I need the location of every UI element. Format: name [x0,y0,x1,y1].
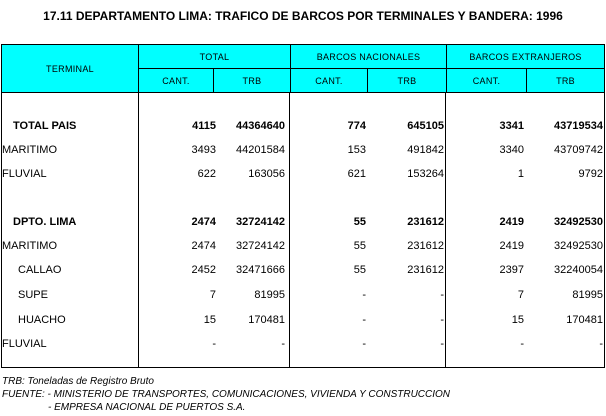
cell-nac-trb: 491842 [407,144,444,156]
table-row [0,338,606,352]
cell-ext-trb: 32492530 [554,216,603,228]
table-row [0,314,606,328]
cell-ext-cant: 3340 [499,144,524,156]
cell-total-trb: 44364640 [236,120,285,132]
table-row [0,168,606,182]
cell-total-trb: 163056 [248,168,285,180]
cell-total-trb: 32471666 [236,264,285,276]
table-row [0,264,606,278]
header-total-cant: CANT. [139,69,214,93]
cell-nac-trb: 231612 [407,264,444,276]
cell-total-trb: 32724142 [236,216,285,228]
cell-ext-cant: 3341 [499,120,524,132]
cell-nac-trb: 231612 [407,216,444,228]
row-label: MARITIMO [2,144,57,156]
cell-ext-cant: 2419 [499,240,524,252]
cell-ext-trb: 43719534 [554,120,603,132]
cell-ext-trb: 43709742 [554,144,603,156]
header-terminal: TERMINAL [2,45,139,93]
cell-total-trb: 32724142 [236,240,285,252]
row-label: SUPE [18,289,48,301]
cell-total-trb: - [281,338,285,350]
header-nac-trb: TRB [368,69,447,93]
header-total-trb: TRB [214,69,291,93]
row-label: MARITIMO [2,240,57,252]
row-label: FLUVIAL [2,168,47,180]
table-row [0,216,606,230]
cell-total-cant: 4115 [192,120,216,132]
table-row [0,240,606,254]
cell-nac-cant: - [362,338,366,350]
cell-ext-trb: 81995 [572,289,603,301]
header-total: TOTAL [139,45,291,69]
cell-total-cant: 3493 [191,144,216,156]
cell-total-cant: 7 [209,289,216,301]
row-label: HUACHO [18,314,66,326]
page-title: 17.11 DEPARTAMENTO LIMA: TRAFICO DE BARCOS POR TERMINALES Y BANDERA: 1996 [43,9,563,23]
cell-nac-cant: 55 [353,264,366,276]
row-label: TOTAL PAIS [13,120,77,132]
cell-ext-cant: - [520,338,524,350]
cell-total-trb: 81995 [254,289,285,301]
cell-total-cant: 2474 [191,240,216,252]
cell-ext-cant: 2397 [499,264,524,276]
cell-nac-cant: 774 [347,120,366,132]
cell-nac-cant: 621 [347,168,366,180]
header-ext-cant: CANT. [447,69,527,93]
table-header [1,44,605,93]
footnote-source-2: - EMPRESA NACIONAL DE PUERTOS S.A. [48,402,246,413]
cell-nac-trb: 153264 [407,168,444,180]
cell-ext-cant: 2419 [499,216,524,228]
header-nacionales: BARCOS NACIONALES [291,45,447,69]
cell-ext-trb: 32492530 [554,240,603,252]
cell-ext-cant: 15 [511,314,524,326]
cell-total-cant: 2452 [191,264,216,276]
header-ext-trb: TRB [527,69,605,93]
cell-nac-cant: 153 [347,144,366,156]
cell-nac-trb: - [440,289,444,301]
cell-ext-cant: 1 [517,168,524,180]
cell-ext-trb: 32240054 [554,264,603,276]
footnote-source: FUENTE: - MINISTERIO DE TRANSPORTES, COMUNICACIONES, VIVIENDA Y CONSTRUCCION [2,389,451,400]
cell-ext-trb: 9792 [578,168,603,180]
cell-total-trb: 44201584 [236,144,285,156]
header-extranjeros: BARCOS EXTRANJEROS [447,45,605,69]
cell-total-cant: - [212,338,216,350]
footnote-trb: TRB: Toneladas de Registro Bruto [2,376,154,387]
cell-ext-cant: 7 [517,289,524,301]
table-row [0,289,606,303]
cell-total-cant: 622 [197,168,216,180]
row-label: CALLAO [18,264,62,276]
table-bottom-border [1,367,605,368]
cell-total-trb: 170481 [248,314,285,326]
cell-nac-trb: 231612 [407,240,444,252]
cell-nac-trb: 645105 [407,120,444,132]
cell-nac-cant: - [362,314,366,326]
cell-total-cant: 2474 [191,216,216,228]
cell-nac-trb: - [440,314,444,326]
table-row [0,120,606,134]
cell-nac-cant: 55 [353,240,366,252]
cell-ext-trb: - [599,338,603,350]
header-nac-cant: CANT. [291,69,368,93]
cell-nac-cant: - [362,289,366,301]
table-row [0,144,606,158]
row-label: DPTO. LIMA [13,216,77,228]
cell-nac-cant: 55 [353,216,366,228]
row-label: FLUVIAL [2,338,47,350]
cell-ext-trb: 170481 [566,314,603,326]
cell-nac-trb: - [440,338,444,350]
cell-total-cant: 15 [203,314,216,326]
